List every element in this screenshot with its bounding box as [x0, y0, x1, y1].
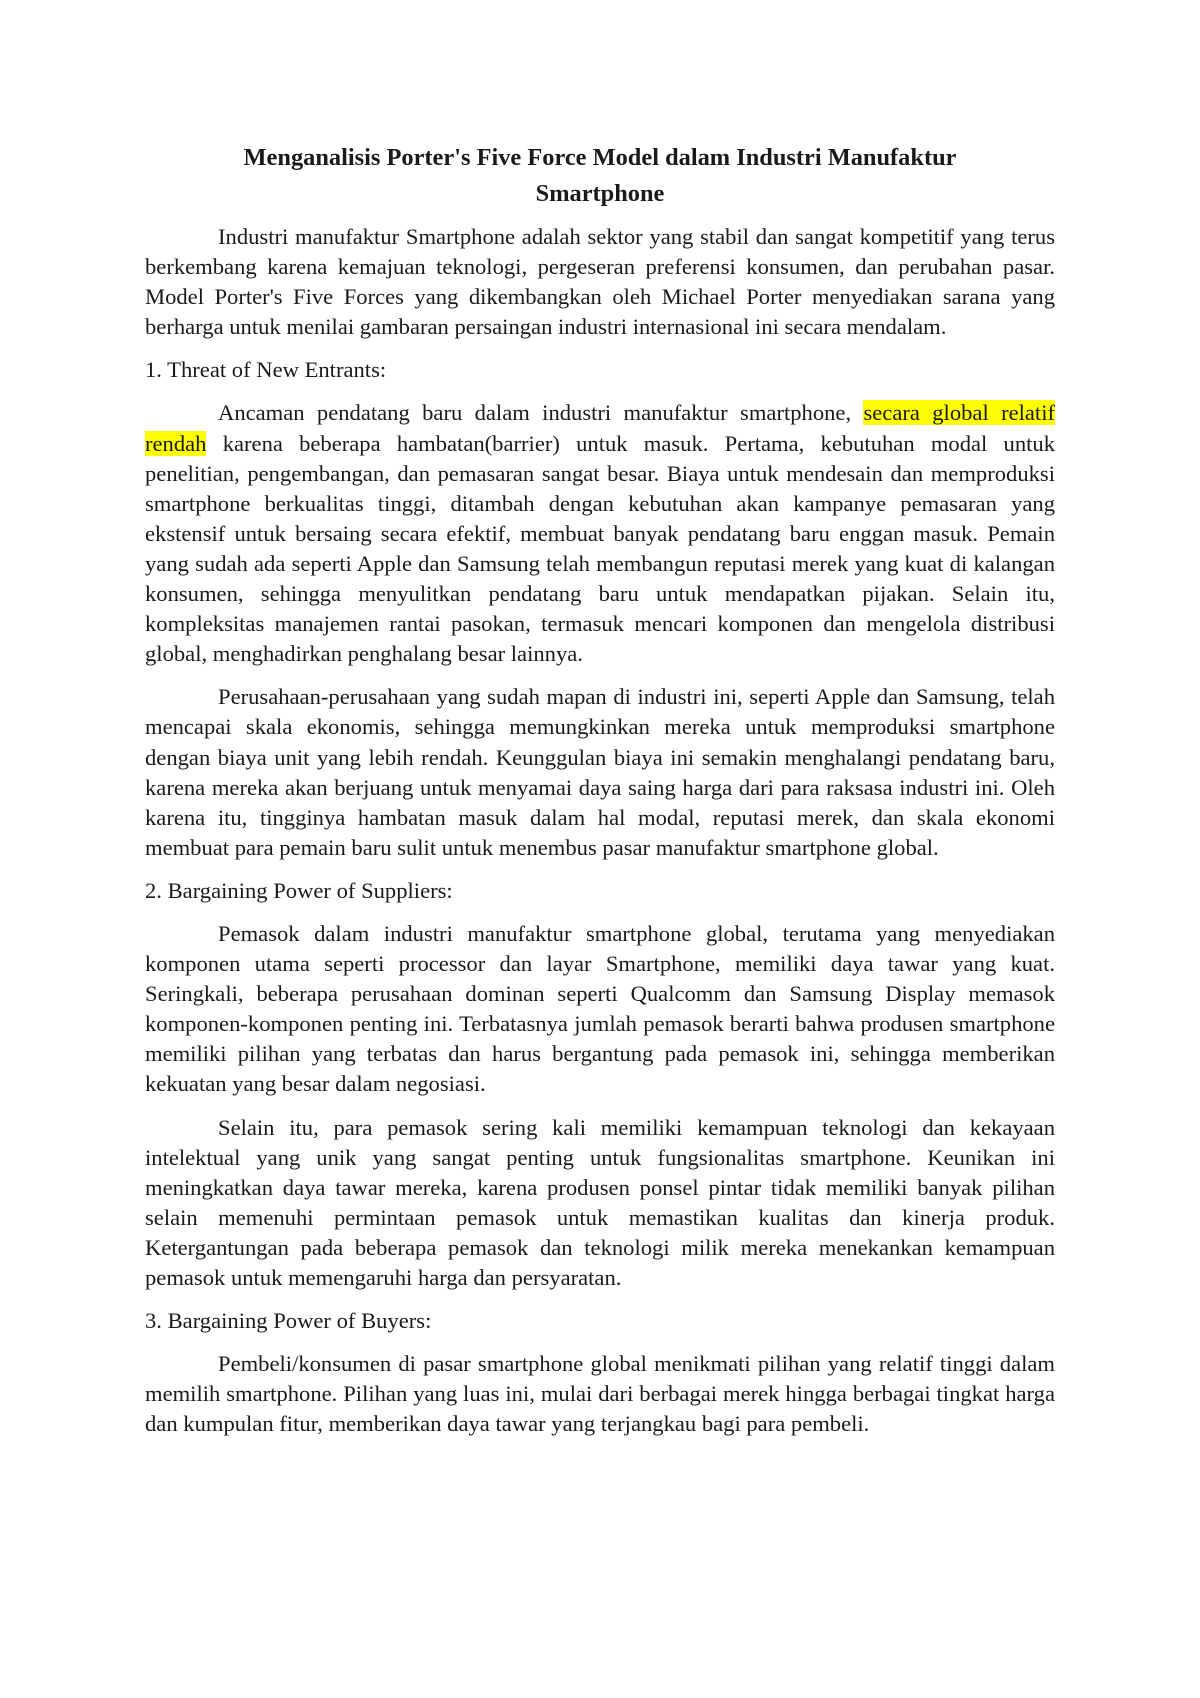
- paragraph-text: karena beberapa hambatan(barrier) untuk masuk. Pertama, kebutuhan modal untuk penelitian, pengembangan, dan pemasaran sangat besar. Biaya untuk mendesain dan memproduksi smartphone berkualitas tinggi, ditambah dengan kebutuhan akan kampanye pemasaran yang ekstensif untuk bersaing secara efektif, membuat banyak pendatang baru enggan masuk. Pemain yang sudah ada seperti Apple dan Samsung telah membangun reputasi merek yang kuat di kalangan konsumen, sehingga menyulitkan pendatang baru untuk mendapatkan pijakan. Selain itu, kompleksitas manajemen rantai pasokan, termasuk mencari komponen dan mengelola distribusi global, menghadirkan penghalang besar lainnya.: [145, 430, 1055, 667]
- intro-paragraph: Industri manufaktur Smartphone adalah sektor yang stabil dan sangat kompetitif yang terus berkembang karena kemajuan teknologi, pergeseran preferensi konsumen, dan perubahan pasar. Model Porter's Five Forces yang dikembangkan oleh Michael Porter menyediakan sarana yang berharga untuk menilai gambaran persaingan industri internasional ini secara mendalam.: [145, 224, 1055, 340]
- section-3-heading: 3. Bargaining Power of Buyers:: [145, 1308, 432, 1334]
- document-page: [145, 140, 1055, 1452]
- section-2-paragraph-2: Selain itu, para pemasok sering kali memiliki kemampuan teknologi dan kekayaan intelektual yang unik yang sangat penting untuk fungsionalitas smartphone. Keunikan ini meningkatkan daya tawar mereka, karena produsen ponsel pintar tidak memiliki banyak pilihan selain memenuhi permintaan pemasok untuk memastikan kualitas dan kinerja produk. Ketergantungan pada beberapa pemasok dan teknologi milik mereka menekankan kemampuan pemasok untuk memengaruhi harga dan persyaratan.: [145, 1114, 1055, 1290]
- section-3-paragraph-1: Pembeli/konsumen di pasar smartphone global menikmati pilihan yang relatif tinggi dalam memilih smartphone. Pilihan yang luas ini, mulai dari berbagai merek hingga berbagai tingkat harga dan kumpulan fitur, memberikan daya tawar yang terjangkau bagi para pembeli.: [145, 1351, 1055, 1437]
- title-line-2: Smartphone: [535, 180, 665, 207]
- section-2-heading: 2. Bargaining Power of Suppliers:: [145, 877, 453, 903]
- section-1-paragraph-2: Perusahaan-perusahaan yang sudah mapan di industri ini, seperti Apple dan Samsung, telah mencapai skala ekonomis, sehingga memungkinkan mereka untuk memproduksi smartphone dengan biaya unit yang lebih rendah. Keunggulan biaya ini semakin menghalangi pendatang baru, karena mereka akan berjuang untuk menyamai daya saing harga dari para raksasa industri ini. Oleh karena itu, tingginya hambatan masuk dalam hal modal, reputasi merek, dan skala ekonomi membuat para pemain baru sulit untuk menembus pasar manufaktur smartphone global.: [145, 684, 1055, 860]
- section-1-heading: 1. Threat of New Entrants:: [145, 357, 387, 383]
- document-title: [145, 140, 1055, 212]
- section-1-paragraph-1: [145, 398, 1055, 669]
- title-line-1: Menganalisis Porter's Five Force Model dalam Industri Manufaktur: [243, 144, 957, 171]
- highlighted-text: secara global relatif rendah: [145, 400, 1056, 456]
- section-2-paragraph-1: Pemasok dalam industri manufaktur smartphone global, terutama yang menyediakan komponen utama seperti processor dan layar Smartphone, memiliki daya tawar yang kuat. Seringkali, beberapa perusahaan dominan seperti Qualcomm dan Samsung Display memasok komponen-komponen penting ini. Terbatasnya jumlah pemasok berarti bahwa produsen smartphone memiliki pilihan yang terbatas dan harus bergantung pada pemasok ini, sehingga memberikan kekuatan yang besar dalam negosiasi.: [145, 920, 1055, 1097]
- paragraph-text: Ancaman pendatang baru dalam industri manufaktur smartphone,: [218, 400, 864, 426]
